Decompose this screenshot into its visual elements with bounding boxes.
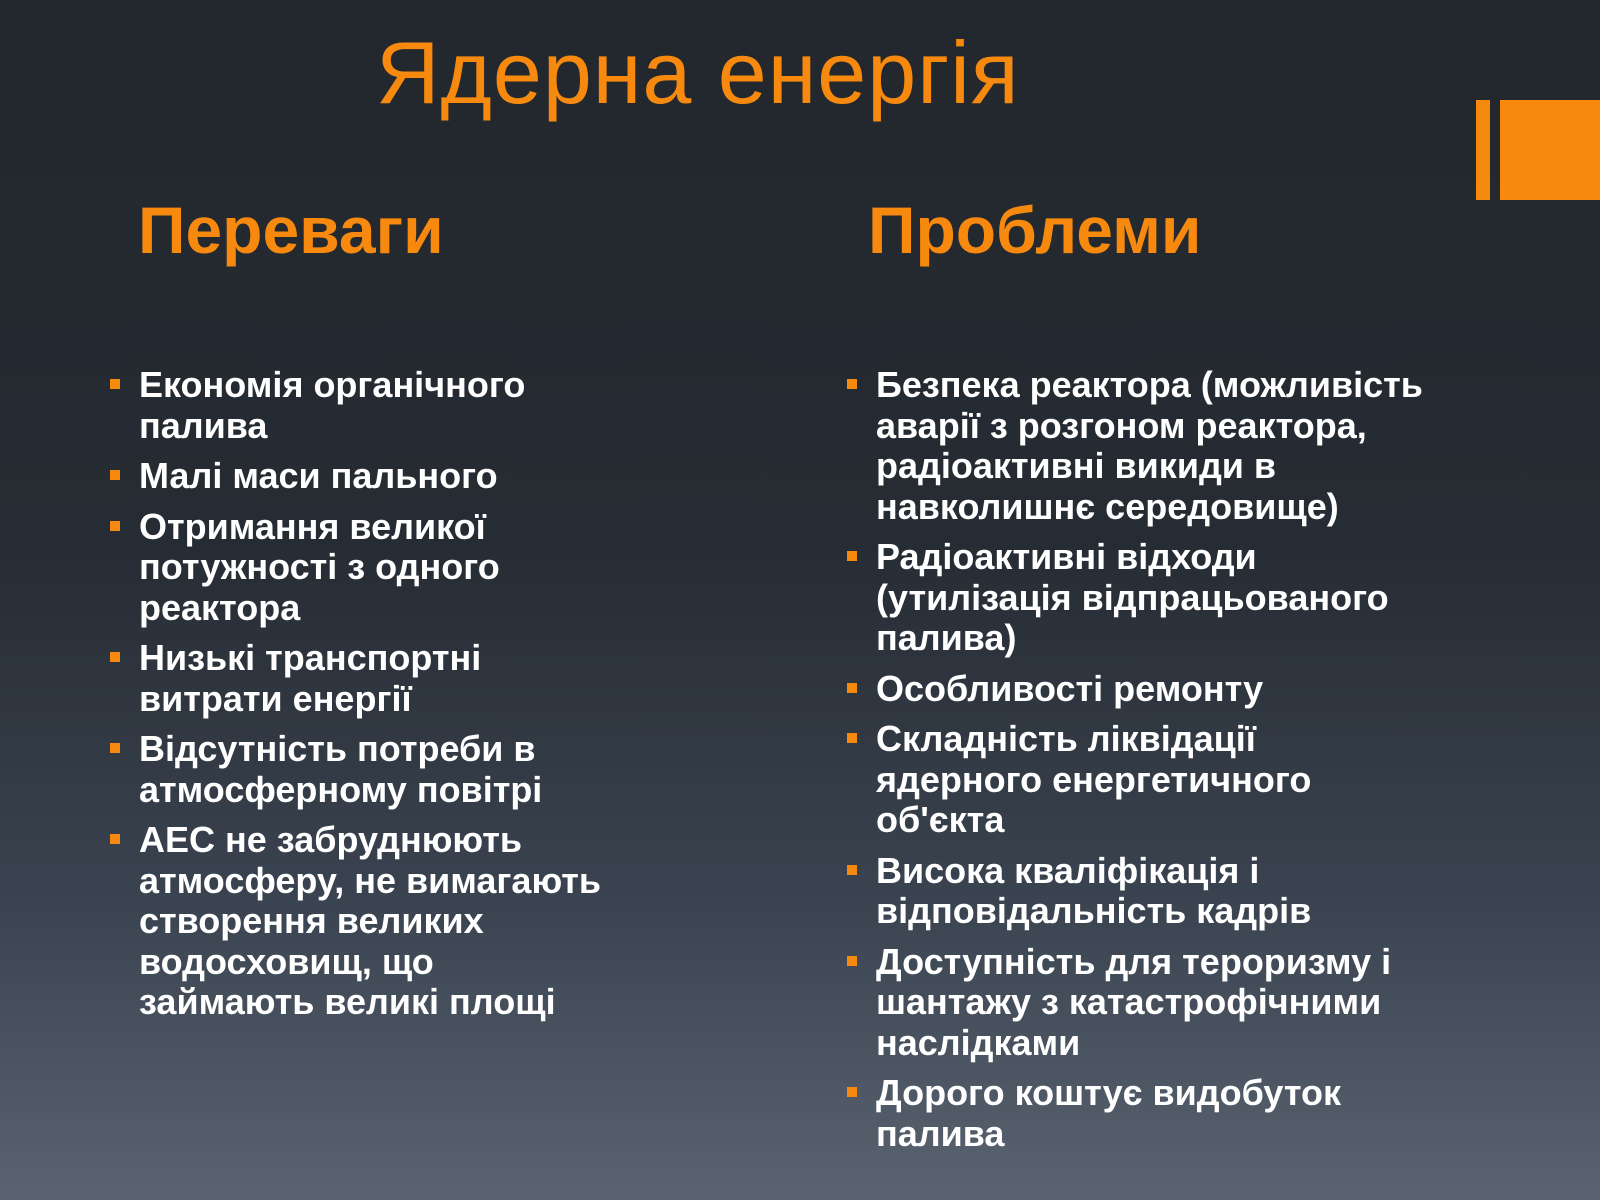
list-item-text: Малі маси пального bbox=[139, 455, 498, 496]
bullet-icon bbox=[110, 521, 120, 531]
list-item-text: Відсутність потреби в атмосферному повітрі bbox=[139, 728, 543, 810]
list-item bbox=[110, 729, 710, 810]
list-item bbox=[847, 851, 1547, 932]
list-item-text: Економія органічного палива bbox=[139, 364, 526, 446]
list-item-text: АЕС не забруднюють атмосферу, не вимагають створення великих водосховищ, що займають великі площі bbox=[139, 819, 602, 1022]
problems-heading: Проблеми bbox=[868, 193, 1202, 267]
list-item bbox=[847, 669, 1547, 710]
list-item-text: Висока кваліфікація і відповідальність кадрів bbox=[876, 849, 1312, 931]
list-item-text: Дорого коштує видобуток палива bbox=[876, 1072, 1342, 1154]
bullet-icon bbox=[847, 865, 857, 875]
bullet-icon bbox=[847, 683, 857, 693]
list-item-text: Особливості ремонту bbox=[876, 667, 1264, 709]
list-item bbox=[110, 820, 710, 1023]
list-item bbox=[847, 942, 1547, 1064]
bullet-icon bbox=[110, 743, 120, 753]
bullet-icon bbox=[847, 956, 857, 966]
list-item bbox=[847, 719, 1547, 841]
advantages-list bbox=[110, 365, 710, 1033]
bullet-icon bbox=[110, 470, 120, 480]
list-item bbox=[110, 507, 710, 629]
bullet-icon bbox=[110, 379, 120, 389]
bullet-icon bbox=[847, 551, 857, 561]
decorative-bar-thin bbox=[1476, 100, 1490, 200]
problems-list bbox=[847, 365, 1547, 1164]
list-item-text: Низькі транспортні витрати енергії bbox=[139, 637, 482, 719]
list-item-text: Радіоактивні відходи (утилізація відпрацьованого палива) bbox=[876, 536, 1389, 658]
list-item bbox=[847, 365, 1547, 527]
list-item bbox=[847, 1073, 1547, 1154]
list-item bbox=[847, 537, 1547, 659]
bullet-icon bbox=[847, 1087, 857, 1097]
bullet-icon bbox=[847, 733, 857, 743]
list-item-text: Безпека реактора (можливість аварії з розгоном реактора, радіоактивні викиди в навколишнє середовище) bbox=[876, 364, 1423, 527]
bullet-icon bbox=[110, 834, 120, 844]
decorative-bar-thick bbox=[1500, 100, 1600, 200]
list-item bbox=[110, 638, 710, 719]
list-item bbox=[110, 365, 710, 446]
bullet-icon bbox=[847, 379, 857, 389]
list-item-text: Складність ліквідації ядерного енергетичного об'єкта bbox=[876, 718, 1312, 840]
list-item-text: Отримання великої потужності з одного реактора bbox=[139, 505, 500, 628]
slide-title: Ядерна енергія bbox=[376, 23, 1020, 122]
list-item-text: Доступність для тероризму і шантажу з катастрофічними наслідками bbox=[876, 940, 1392, 1063]
bullet-icon bbox=[110, 652, 120, 662]
list-item bbox=[110, 456, 710, 497]
advantages-heading: Переваги bbox=[138, 193, 444, 267]
